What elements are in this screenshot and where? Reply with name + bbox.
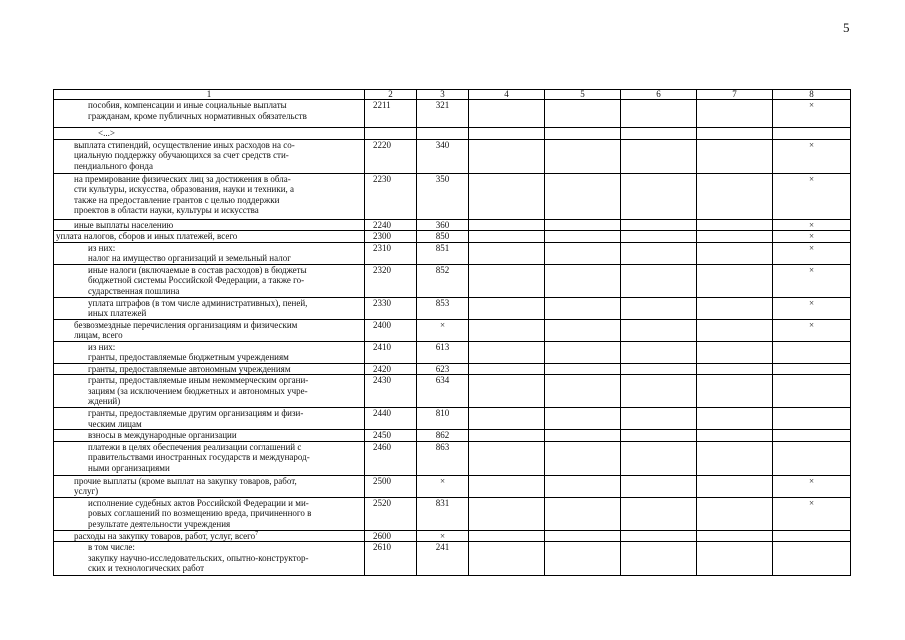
empty-cell-col-4 <box>469 231 545 243</box>
row-description <box>54 441 365 475</box>
table-row <box>54 375 851 408</box>
row-kosgu-code: 831 <box>417 497 469 530</box>
table-row <box>54 530 851 542</box>
empty-cell-col-7 <box>697 441 773 475</box>
row-mark-col-8 <box>773 408 851 430</box>
row-code: 2420 <box>365 363 417 375</box>
empty-cell-col-5 <box>545 242 621 264</box>
row-code: 2600 <box>365 530 417 542</box>
row-mark-col-8 <box>773 363 851 375</box>
row-description <box>54 341 365 363</box>
row-code: 2400 <box>365 319 417 341</box>
empty-cell-col-6 <box>621 139 697 173</box>
empty-cell-col-6 <box>621 497 697 530</box>
empty-cell-col-5 <box>545 139 621 173</box>
row-kosgu-code: 810 <box>417 408 469 430</box>
empty-cell-col-7 <box>697 242 773 264</box>
empty-cell-col-7 <box>697 408 773 430</box>
row-description <box>54 242 365 264</box>
empty-cell-col-4 <box>469 363 545 375</box>
row-code: 2500 <box>365 475 417 497</box>
description-line: ческим лицам <box>88 418 142 429</box>
table-row <box>54 363 851 375</box>
row-description <box>54 173 365 219</box>
row-description <box>54 542 365 576</box>
row-kosgu-code: 613 <box>417 341 469 363</box>
row-kosgu-code: 851 <box>417 242 469 264</box>
row-mark-col-8: × <box>773 100 851 128</box>
row-code: 2410 <box>365 341 417 363</box>
empty-cell-col-6 <box>621 128 697 140</box>
empty-cell-col-6 <box>621 173 697 219</box>
empty-cell-col-7 <box>697 264 773 297</box>
row-kosgu-code: 862 <box>417 430 469 442</box>
row-code: 2520 <box>365 497 417 530</box>
row-mark-col-8: × <box>773 173 851 219</box>
row-kosgu-code: 853 <box>417 297 469 319</box>
table-row <box>54 319 851 341</box>
empty-cell-col-4 <box>469 297 545 319</box>
empty-cell-col-6 <box>621 242 697 264</box>
description-line: закупку научно-исследовательских, опытно-конструктор- <box>88 552 309 563</box>
row-description <box>54 231 365 243</box>
table-row <box>54 128 851 140</box>
empty-cell-col-7 <box>697 475 773 497</box>
description-line: иные налоги (включаемые в состав расходов) в бюджеты <box>88 264 307 275</box>
row-mark-col-8: × <box>773 319 851 341</box>
row-code: 2610 <box>365 542 417 576</box>
row-kosgu-code: 850 <box>417 231 469 243</box>
row-description <box>54 264 365 297</box>
row-mark-col-8: × <box>773 475 851 497</box>
header-col-5: 5 <box>545 90 621 100</box>
table-row <box>54 475 851 497</box>
row-mark-col-8 <box>773 341 851 363</box>
empty-cell-col-4 <box>469 128 545 140</box>
row-mark-col-8: × <box>773 231 851 243</box>
row-code: 2460 <box>365 441 417 475</box>
description-line: иные выплаты населению <box>74 219 174 230</box>
empty-cell-col-7 <box>697 363 773 375</box>
row-mark-col-8: × <box>773 242 851 264</box>
empty-cell-col-4 <box>469 542 545 576</box>
row-kosgu-code: 634 <box>417 375 469 408</box>
table-row <box>54 219 851 231</box>
row-description <box>54 475 365 497</box>
row-description <box>54 100 365 128</box>
row-description <box>54 139 365 173</box>
empty-cell-col-7 <box>697 231 773 243</box>
description-line: гранты, предоставляемые бюджетным учреждениям <box>88 352 289 362</box>
description-line: лицам, всего <box>74 330 123 340</box>
empty-cell-col-6 <box>621 542 697 576</box>
description-line: ждений) <box>88 396 121 406</box>
empty-cell-col-4 <box>469 408 545 430</box>
table-row <box>54 297 851 319</box>
table-row <box>54 231 851 243</box>
empty-cell-col-4 <box>469 139 545 173</box>
empty-cell-col-6 <box>621 219 697 231</box>
description-line: из них: <box>88 341 116 352</box>
empty-cell-col-4 <box>469 530 545 542</box>
empty-cell-col-4 <box>469 264 545 297</box>
row-code <box>365 128 417 140</box>
description-line: уплата налогов, сборов и иных платежей, всего <box>56 231 238 241</box>
empty-cell-col-5 <box>545 264 621 297</box>
empty-cell-col-5 <box>545 173 621 219</box>
empty-cell-col-5 <box>545 319 621 341</box>
row-description <box>54 128 365 140</box>
row-mark-col-8: × <box>773 139 851 173</box>
empty-cell-col-5 <box>545 475 621 497</box>
empty-cell-col-7 <box>697 530 773 542</box>
empty-cell-col-7 <box>697 375 773 408</box>
row-description <box>54 319 365 341</box>
description-line: безвозмездные перечисления организациям и физическим <box>74 319 298 330</box>
empty-cell-col-6 <box>621 530 697 542</box>
empty-cell-col-7 <box>697 497 773 530</box>
row-code: 2440 <box>365 408 417 430</box>
row-code: 2220 <box>365 139 417 173</box>
row-kosgu-code: 241 <box>417 542 469 576</box>
empty-cell-col-6 <box>621 475 697 497</box>
row-mark-col-8 <box>773 441 851 475</box>
header-col-1: 1 <box>54 90 365 100</box>
empty-cell-col-4 <box>469 341 545 363</box>
empty-cell-col-7 <box>697 297 773 319</box>
header-col-4: 4 <box>469 90 545 100</box>
row-description <box>54 530 365 542</box>
header-col-7: 7 <box>697 90 773 100</box>
description-line: выплата стипендий, осуществление иных расходов на со- <box>74 139 295 150</box>
empty-cell-col-6 <box>621 231 697 243</box>
empty-cell-col-5 <box>545 375 621 408</box>
row-kosgu-code: 863 <box>417 441 469 475</box>
description-line: ских и технологических работ <box>88 563 205 573</box>
description-line: ными организациями <box>88 462 170 473</box>
row-mark-col-8 <box>773 375 851 408</box>
description-line: на премирование физических лиц за достижения в обла- <box>74 173 291 184</box>
empty-cell-col-5 <box>545 430 621 442</box>
description-line: сти культуры, искусства, образования, науки и техники, а <box>74 184 295 194</box>
row-code: 2211 <box>365 100 417 128</box>
empty-cell-col-6 <box>621 297 697 319</box>
empty-cell-col-5 <box>545 100 621 128</box>
description-line: результате деятельности учреждения <box>88 518 231 529</box>
empty-cell-col-6 <box>621 341 697 363</box>
empty-cell-col-6 <box>621 363 697 375</box>
table-row <box>54 264 851 297</box>
description-line: пендиального фонда <box>74 160 153 171</box>
description-line: проектов в области науки, культуры и искусства <box>74 205 259 215</box>
row-code: 2450 <box>365 430 417 442</box>
empty-cell-col-4 <box>469 219 545 231</box>
description-line: циальную поддержку обучающихся за счет средств сти- <box>74 150 289 160</box>
empty-cell-col-4 <box>469 242 545 264</box>
description-line: правительствами иностранных государств и международ- <box>88 452 310 462</box>
description-line: взносы в международные организации <box>88 430 237 440</box>
description-line: гражданам, кроме публичных нормативных обязательств <box>88 110 307 121</box>
header-col-2: 2 <box>365 90 417 100</box>
row-code: 2330 <box>365 297 417 319</box>
empty-cell-col-6 <box>621 441 697 475</box>
row-mark-col-8 <box>773 542 851 576</box>
empty-cell-col-6 <box>621 430 697 442</box>
description-line: из них: <box>88 242 116 253</box>
empty-cell-col-7 <box>697 139 773 173</box>
description-line: иных платежей <box>88 308 147 318</box>
row-mark-col-8 <box>773 430 851 442</box>
description-line: гранты, предоставляемые другим организациям и физи- <box>88 408 304 418</box>
description-line: в том числе: <box>88 542 135 552</box>
row-description <box>54 363 365 375</box>
description-line: также на предоставление грантов с целью поддержки <box>74 194 280 205</box>
empty-cell-col-7 <box>697 542 773 576</box>
description-line: прочие выплаты (кроме выплат на закупку товаров, работ, <box>74 475 297 486</box>
empty-cell-col-7 <box>697 100 773 128</box>
empty-cell-col-4 <box>469 497 545 530</box>
empty-cell-col-5 <box>545 530 621 542</box>
row-kosgu-code: 340 <box>417 139 469 173</box>
row-mark-col-8: × <box>773 264 851 297</box>
empty-cell-col-5 <box>545 231 621 243</box>
header-row <box>54 90 851 100</box>
empty-cell-col-7 <box>697 219 773 231</box>
empty-cell-col-7 <box>697 128 773 140</box>
row-description <box>54 497 365 530</box>
table-row <box>54 497 851 530</box>
row-mark-col-8: × <box>773 219 851 231</box>
empty-cell-col-5 <box>545 441 621 475</box>
description-line: уплата штрафов (в том числе административных), пеней, <box>88 297 308 308</box>
empty-cell-col-4 <box>469 375 545 408</box>
row-code: 2430 <box>365 375 417 408</box>
description-line: ровых соглашений по возмещению вреда, причиненного в <box>88 508 312 518</box>
empty-cell-col-4 <box>469 441 545 475</box>
empty-cell-col-4 <box>469 100 545 128</box>
row-description <box>54 375 365 408</box>
description-line: расходы на закупку товаров, работ, услуг, всего$^7$ <box>74 530 259 541</box>
empty-cell-col-5 <box>545 297 621 319</box>
row-kosgu-code: × <box>417 475 469 497</box>
row-kosgu-code: 350 <box>417 173 469 219</box>
empty-cell-col-7 <box>697 341 773 363</box>
empty-cell-col-7 <box>697 173 773 219</box>
table-row <box>54 173 851 219</box>
header-col-3: 3 <box>417 90 469 100</box>
empty-cell-col-5 <box>545 219 621 231</box>
row-kosgu-code: × <box>417 319 469 341</box>
row-mark-col-8: × <box>773 297 851 319</box>
empty-cell-col-6 <box>621 100 697 128</box>
empty-cell-col-4 <box>469 475 545 497</box>
description-line: гранты, предоставляемые автономным учреждениям <box>88 363 291 374</box>
row-mark-col-8: × <box>773 497 851 530</box>
table-row <box>54 441 851 475</box>
empty-cell-col-7 <box>697 430 773 442</box>
empty-cell-col-5 <box>545 341 621 363</box>
empty-cell-col-6 <box>621 408 697 430</box>
empty-cell-col-5 <box>545 408 621 430</box>
row-description <box>54 408 365 430</box>
row-kosgu-code: 623 <box>417 363 469 375</box>
footnote-marker: 7 <box>255 530 259 537</box>
row-description <box>54 430 365 442</box>
empty-cell-col-4 <box>469 319 545 341</box>
row-description <box>54 297 365 319</box>
row-code: 2300 <box>365 231 417 243</box>
row-kosgu-code <box>417 128 469 140</box>
description-line: <...> <box>98 128 115 138</box>
table-row <box>54 341 851 363</box>
row-code: 2320 <box>365 264 417 297</box>
empty-cell-col-4 <box>469 430 545 442</box>
description-line: зациям (за исключением бюджетных и автономных учре- <box>88 385 308 396</box>
row-kosgu-code: 360 <box>417 219 469 231</box>
header-col-6: 6 <box>621 90 697 100</box>
description-line: сударственная пошлина <box>88 285 180 296</box>
table-row <box>54 100 851 128</box>
empty-cell-col-5 <box>545 363 621 375</box>
empty-cell-col-5 <box>545 497 621 530</box>
row-code: 2240 <box>365 219 417 231</box>
empty-cell-col-7 <box>697 319 773 341</box>
row-code: 2310 <box>365 242 417 264</box>
description-line: услуг) <box>74 486 99 496</box>
description-line: платежи в целях обеспечения реализации соглашений с <box>88 441 302 452</box>
empty-cell-col-5 <box>545 128 621 140</box>
row-kosgu-code: 852 <box>417 264 469 297</box>
page-number: 5 <box>843 20 850 35</box>
row-kosgu-code: 321 <box>417 100 469 128</box>
table-row <box>54 408 851 430</box>
row-mark-col-8 <box>773 128 851 140</box>
description-line: бюджетной системы Российской Федерации, а также го- <box>88 275 305 285</box>
description-line: гранты, предоставляемые иным некоммерческим органи- <box>88 375 309 385</box>
table-row <box>54 139 851 173</box>
description-line: пособия, компенсации и иные социальные выплаты <box>88 100 287 110</box>
table-row <box>54 542 851 576</box>
budget-table <box>53 89 851 576</box>
description-line: исполнение судебных актов Российской Федерации и ми- <box>88 497 309 508</box>
row-code: 2230 <box>365 173 417 219</box>
row-kosgu-code: × <box>417 530 469 542</box>
row-description <box>54 219 365 231</box>
description-line: налог на имущество организаций и земельный налог <box>88 253 291 263</box>
empty-cell-col-5 <box>545 542 621 576</box>
table-body <box>54 100 851 576</box>
row-mark-col-8 <box>773 530 851 542</box>
empty-cell-col-6 <box>621 319 697 341</box>
empty-cell-col-6 <box>621 375 697 408</box>
header-col-8: 8 <box>773 90 851 100</box>
empty-cell-col-4 <box>469 173 545 219</box>
table-row <box>54 430 851 442</box>
table-row <box>54 242 851 264</box>
empty-cell-col-6 <box>621 264 697 297</box>
